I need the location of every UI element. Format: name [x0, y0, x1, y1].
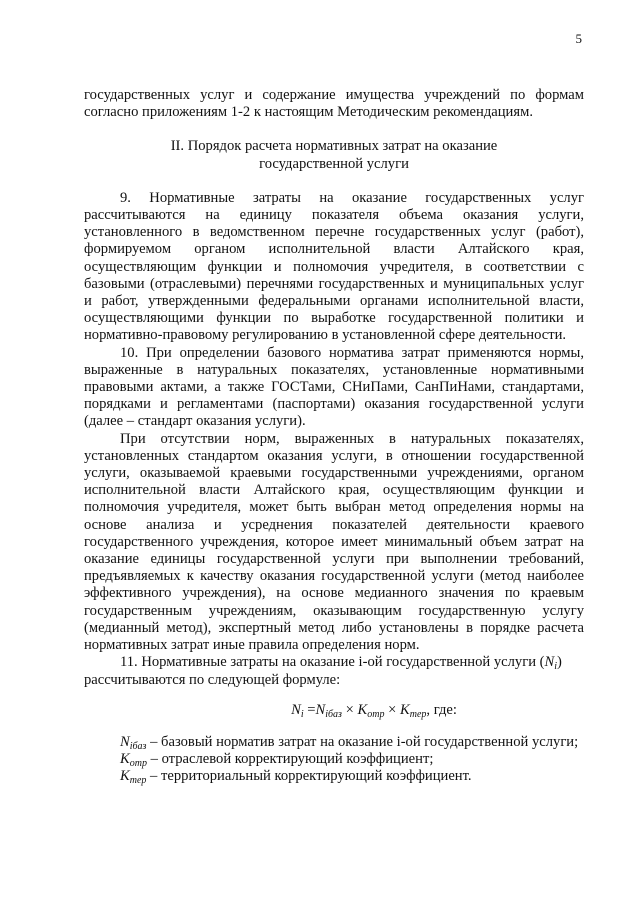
formula-n-sub: i [300, 708, 304, 720]
formula-nbase: N [315, 701, 326, 718]
paragraph-11-symbol: N [544, 654, 555, 671]
formula-n: N [291, 701, 301, 718]
formula-nbase-sub: iбаз [325, 708, 342, 720]
section-title-line2: государственной услуги [259, 155, 409, 172]
formula-times-1: × [341, 701, 358, 718]
paragraph-11 [84, 654, 584, 688]
definition-kotr-sub: отр [129, 758, 147, 770]
formula-k-ter: K [399, 701, 410, 718]
definition-kotr-symbol: K [120, 751, 130, 768]
intro-paragraph: государственных услуг и содержание имущества учреждений по формам согласно приложениям 1-2 к настоящим Методическим рекомендациям. [84, 87, 584, 121]
paragraph-10: 10. При определении базового норматива затрат применяются нормы, выраженные в натуральных показателях, установленные нормативными правовыми актами, а также ГОСТами, СНиПами, СанПиНами, стандартами, порядками и регламентами (паспортами) оказания государственной услуги (далее – стандарт оказания услуги). [84, 344, 584, 430]
definition-nbase-text: – базовый норматив затрат на оказание i-ой государственной услуги; [146, 733, 579, 750]
formula-k-otr-sub: отр [367, 708, 385, 720]
definition-kter [84, 768, 584, 785]
paragraph-10-continued: При отсутствии норм, выраженных в натуральных показателях, установленных стандартом оказания услуги, в отношении государственной услуги, оказываемой краевыми государственными учреждениями, органом исполнительной власти Алтайского края, осуществляющим функции и полномочия учредителя, может быть выбран метод определения нормы на основе анализа и усреднения показателей деятельности краевого государственного учреждения, которое имеет минимальный объем затрат на оказание единицы государственной услуги при выполнении требований, предъявляемых к качеству оказания государственной услуги (метод наиболее эффективного учреждения), на основе медианного значения по краевым государственным учреждениям, оказывающим государственную услугу (медианный метод), экспертный метод либо установлены в порядке расчета нормативных затрат иные правила определения норм. [84, 430, 584, 654]
definition-kter-symbol: K [120, 768, 130, 785]
paragraph-11-close: ) [557, 654, 562, 671]
definition-nbase-sub: iбаз [129, 740, 147, 752]
section-title-line1: II. Порядок расчета нормативных затрат на оказание [170, 138, 498, 155]
definition-kotr [84, 751, 584, 768]
definition-nbase-symbol: N [120, 733, 130, 750]
paragraph-9: 9. Нормативные затраты на оказание государственных услуг рассчитываются на единицу показателя объема оказания услуги, установленного в ведомственном перечне государственных услуг (работ), формируемом органом исполнительной власти Алтайского края, осуществляющим функции и полномочия учредителя, в соответствии с базовыми (отраслевыми) перечнями государственных и муниципальных услуг и работ, утвержденными федеральными органами исполнительной власти, осуществляющими функции по выработке государственной политики и нормативно-правовому регулированию в установленной сфере деятельности. [84, 189, 584, 344]
page-number: 5 [575, 31, 582, 46]
definition-nbase [84, 734, 584, 751]
formula-times-2: × [384, 701, 400, 718]
formula-k-otr: K [357, 701, 368, 718]
formula-tail: , где: [426, 701, 457, 718]
definition-kotr-text: – отраслевой корректирующий коэффициент; [146, 751, 434, 768]
formula-eq: = [303, 701, 316, 718]
paragraph-11-subscript: i [554, 661, 558, 673]
definition-kter-text: – территориальный корректирующий коэффициент. [146, 768, 472, 785]
formula [84, 702, 584, 719]
paragraph-11-tail: рассчитываются по следующей формуле: [84, 671, 341, 688]
paragraph-11-lead: 11. Нормативные затраты на оказание i-ой государственной услуги ( [120, 654, 545, 671]
formula-k-ter-sub: тер [409, 708, 427, 720]
section-title [84, 138, 584, 172]
document-body [84, 87, 584, 786]
definition-kter-sub: тер [129, 775, 147, 787]
